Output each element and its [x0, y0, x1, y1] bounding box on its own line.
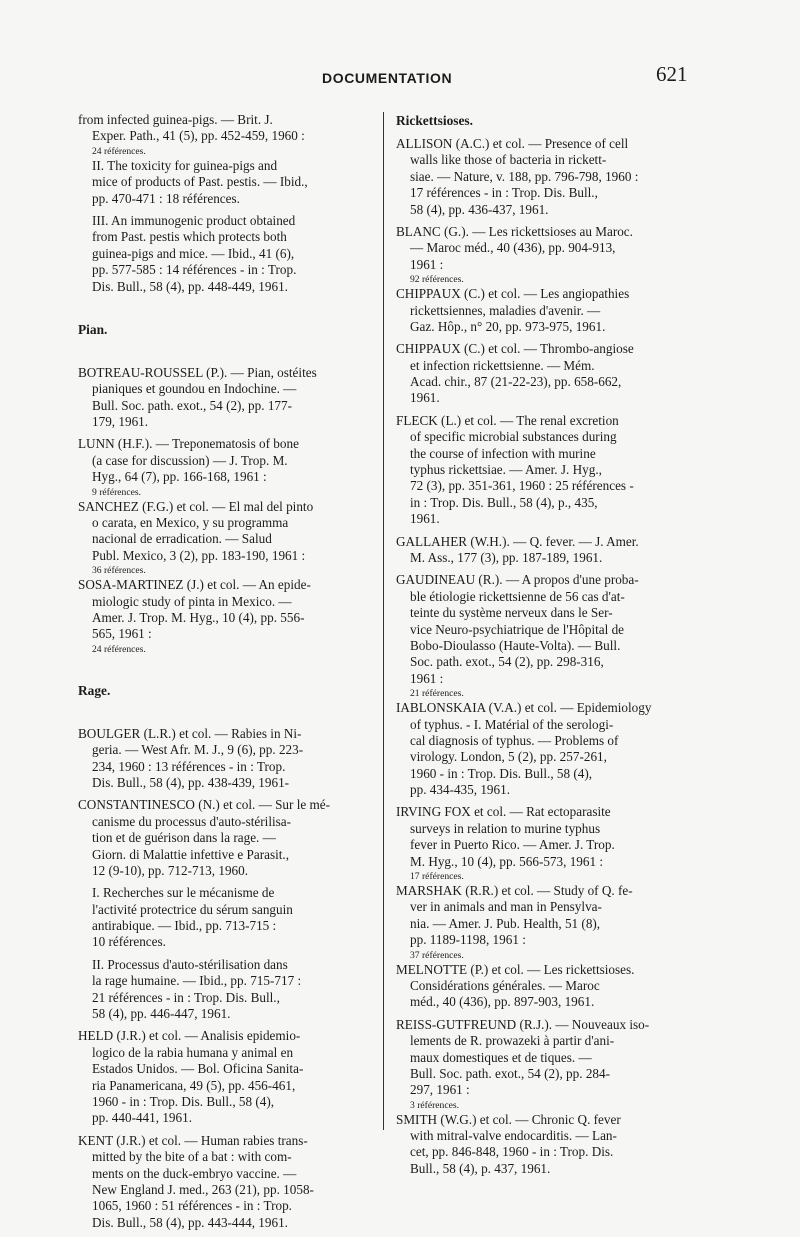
text-line: the course of infection with murine: [410, 445, 596, 461]
text-line: pp. 434-435, 1961.: [410, 782, 511, 798]
text-line: pp. 1189-1198, 1961 :: [410, 932, 526, 948]
text-line: New England J. med., 263 (21), pp. 1058-: [92, 1181, 314, 1197]
reference-count: 92 références.: [410, 274, 464, 286]
text-line: II. The toxicity for guinea-pigs and: [92, 157, 278, 173]
text-line: Acad. chir., 87 (21-22-23), pp. 658-662,: [410, 374, 622, 390]
text-line: 72 (3), pp. 351-361, 1960 : 25 références -: [410, 478, 634, 494]
text-line: nia. — Amer. J. Pub. Health, 51 (8),: [410, 915, 601, 931]
text-line: BOULGER (L.R.) et col. — Rabies in Ni-: [78, 725, 302, 741]
text-line: rickettsiennes, maladies d'avenir. —: [410, 302, 601, 318]
text-line: 10 références.: [92, 934, 166, 950]
text-line: Dis. Bull., 58 (4), pp. 438-439, 1961-: [92, 774, 290, 790]
text-line: 58 (4), pp. 436-437, 1961.: [410, 201, 549, 217]
text-line: Bull. Soc. path. exot., 54 (2), pp. 177-: [92, 397, 292, 413]
text-line: M. Hyg., 10 (4), pp. 566-573, 1961 :: [410, 853, 604, 869]
text-line: l'activité protectrice du sérum sanguin: [92, 901, 293, 917]
text-line: CHIPPAUX (C.) et col. — Thrombo-angiose: [396, 341, 634, 357]
text-line: Gaz. Hôp., n° 20, pp. 973-975, 1961.: [410, 318, 606, 334]
text-line: 17 références - in : Trop. Dis. Bull.,: [410, 185, 598, 201]
text-line: IABLONSKAIA (V.A.) et col. — Epidemiology: [396, 700, 652, 716]
text-line: SMITH (W.G.) et col. — Chronic Q. fever: [396, 1111, 621, 1127]
text-line: Exper. Path., 41 (5), pp. 452-459, 1960 :: [92, 128, 305, 144]
text-line: (a case for discussion) — J. Trop. M.: [92, 452, 288, 468]
text-line: of typhus. - I. Matérial of the serologi-: [410, 716, 614, 732]
reference-count: 9 références.: [92, 486, 141, 498]
text-line: guinea-pigs and mice. — Ibid., 41 (6),: [92, 245, 295, 261]
text-line: II. Processus d'auto-stérilisation dans: [92, 956, 288, 972]
text-line: ALLISON (A.C.) et col. — Presence of cell: [396, 136, 629, 151]
page-number: 621: [656, 62, 688, 86]
reference-count: 3 références.: [410, 1099, 459, 1111]
text-line: pp. 470-471 : 18 références.: [92, 190, 240, 206]
text-line: from infected guinea-pigs. — Brit. J.: [78, 112, 273, 127]
reference-count: 24 références.: [92, 643, 146, 655]
text-line: cet, pp. 846-848, 1960 - in : Trop. Dis.: [410, 1144, 614, 1160]
text-line: maux domestiques et de tiques. —: [410, 1049, 592, 1065]
text-line: III. An immunogenic product obtained: [92, 212, 296, 228]
text-line: Estados Unidos. — Bol. Oficina Sanita-: [92, 1061, 304, 1077]
text-line: CHIPPAUX (C.) et col. — Les angiopathies: [396, 286, 630, 302]
text-line: Bull. Soc. path. exot., 54 (2), pp. 284-: [410, 1065, 610, 1081]
text-line: in : Trop. Dis. Bull., 58 (4), p., 435,: [410, 494, 598, 510]
text-line: REISS-GUTFREUND (R.J.). — Nouveaux iso-: [396, 1016, 650, 1032]
text-line: 21 références - in : Trop. Dis. Bull.,: [92, 989, 280, 1005]
text-line: 1961.: [410, 511, 440, 527]
text-line: MELNOTTE (P.) et col. — Les rickettsioses.: [396, 961, 635, 977]
text-line: typhus rickettsiae. — Amer. J. Hyg.,: [410, 462, 602, 478]
text-line: miologic study of pinta in Mexico. —: [92, 593, 292, 609]
reference-count: 24 références.: [92, 145, 146, 157]
text-line: 179, 1961.: [92, 414, 149, 430]
text-line: Giorn. di Malattie infettive e Parasit.,: [92, 846, 290, 862]
text-line: nacional de erradication. — Salud: [92, 531, 272, 547]
text-line: 234, 1960 : 13 références - in : Trop.: [92, 758, 286, 774]
text-line: KENT (J.R.) et col. — Human rabies trans-: [78, 1132, 308, 1148]
spacer: [78, 295, 374, 321]
text-line: 1961 :: [410, 670, 444, 686]
text-line: ble étiologie rickettsienne de 56 cas d'at-: [410, 588, 625, 604]
text-line: 1960 - in : Trop. Dis. Bull., 58 (4),: [410, 765, 593, 781]
text-line: tion et de guérison dans la rage. —: [92, 830, 276, 846]
text-line: mitted by the bite of a bat : with com-: [92, 1149, 292, 1165]
text-line: Hyg., 64 (7), pp. 166-168, 1961 :: [92, 469, 267, 485]
text-line: vice Neuro-psychiatrique de l'Hôpital de: [410, 621, 625, 637]
column-divider: [383, 112, 384, 1130]
text-line: M. Ass., 177 (3), pp. 187-189, 1961.: [410, 549, 603, 565]
text-line: Bull., 58 (4), p. 437, 1961.: [410, 1160, 551, 1176]
text-line: 297, 1961 :: [410, 1082, 470, 1098]
text-line: pp. 440-441, 1961.: [92, 1110, 193, 1126]
text-line: BOTREAU-ROUSSEL (P.). — Pian, ostéites: [78, 364, 317, 380]
section-heading: Pian.: [78, 321, 108, 337]
text-line: FLECK (L.) et col. — The renal excretion: [396, 412, 619, 428]
text-line: BLANC (G.). — Les rickettsioses au Maroc.: [396, 223, 633, 239]
text-line: 1961 :: [410, 256, 444, 272]
text-line: 12 (9-10), pp. 712-713, 1960.: [92, 862, 249, 878]
text-line: MARSHAK (R.R.) et col. — Study of Q. fe-: [396, 883, 633, 899]
spacer: [78, 700, 374, 726]
running-header: DOCUMENTATION: [322, 70, 453, 86]
text-line: — Maroc méd., 40 (436), pp. 904-913,: [410, 240, 616, 256]
text-line: Dis. Bull., 58 (4), pp. 448-449, 1961.: [92, 278, 288, 294]
text-line: canisme du processus d'auto-stérilisa-: [92, 813, 292, 829]
text-line: ver in animals and man in Pensylva-: [410, 899, 602, 915]
reference-count: 21 références.: [410, 688, 464, 700]
text-line: 58 (4), pp. 446-447, 1961.: [92, 1006, 231, 1022]
left-column: [78, 112, 374, 1231]
text-line: mice of products of Past. pestis. — Ibid.,: [92, 174, 308, 190]
text-line: with mitral-valve endocarditis. — Lan-: [410, 1128, 617, 1144]
text-line: SANCHEZ (F.G.) et col. — El mal del pinto: [78, 498, 314, 514]
text-line: Soc. path. exot., 54 (2), pp. 298-316,: [410, 654, 604, 670]
text-line: siae. — Nature, v. 188, pp. 796-798, 1960 :: [410, 168, 639, 184]
text-line: pp. 577-585 : 14 références - in : Trop.: [92, 262, 297, 278]
text-line: ments on the duck-embryo vaccine. —: [92, 1165, 297, 1181]
text-line: CONSTANTINESCO (N.) et col. — Sur le mé-: [78, 797, 331, 813]
text-line: 565, 1961 :: [92, 626, 152, 642]
text-line: méd., 40 (436), pp. 897-903, 1961.: [410, 994, 595, 1010]
text-line: la rage humaine. — Ibid., pp. 715-717 :: [92, 973, 302, 989]
text-line: o carata, en Mexico, y su programma: [92, 515, 289, 531]
text-line: 1065, 1960 : 51 références - in : Trop.: [92, 1198, 292, 1214]
reference-count: 37 références.: [410, 949, 464, 961]
text-line: Amer. J. Trop. M. Hyg., 10 (4), pp. 556-: [92, 609, 305, 625]
text-line: LUNN (H.F.). — Treponematosis of bone: [78, 436, 299, 452]
spacer: [78, 339, 374, 365]
text-line: Bobo-Dioulasso (Haute-Volta). — Bull.: [410, 637, 621, 653]
spacer: [78, 656, 374, 682]
text-line: I. Recherches sur le mécanisme de: [92, 885, 275, 901]
section-heading: Rickettsioses.: [396, 113, 473, 128]
text-line: SOSA-MARTINEZ (J.) et col. — An epide-: [78, 577, 311, 593]
text-line: of specific microbial substances during: [410, 429, 617, 445]
text-line: logico de la rabia humana y animal en: [92, 1044, 294, 1060]
text-line: ria Panamericana, 49 (5), pp. 456-461,: [92, 1077, 296, 1093]
text-line: GALLAHER (W.H.). — Q. fever. — J. Amer.: [396, 533, 639, 549]
text-line: from Past. pestis which protects both: [92, 229, 287, 245]
text-line: cal diagnosis of typhus. — Problems of: [410, 732, 619, 748]
text-line: antirabique. — Ibid., pp. 713-715 :: [92, 918, 277, 934]
text-line: GAUDINEAU (R.). — A propos d'une proba-: [396, 572, 639, 588]
section-heading: Rage.: [78, 682, 111, 698]
text-line: Considérations générales. — Maroc: [410, 977, 600, 993]
reference-count: 17 références.: [410, 871, 464, 883]
reference-count: 36 références.: [92, 565, 146, 577]
text-line: 1960 - in : Trop. Dis. Bull., 58 (4),: [92, 1093, 275, 1109]
text-line: lements de R. prowazeki à partir d'ani-: [410, 1033, 615, 1049]
right-column: [396, 112, 694, 1177]
text-line: geria. — West Afr. M. J., 9 (6), pp. 223-: [92, 742, 304, 758]
text-line: teinte du système nerveux dans le Ser-: [410, 605, 613, 621]
text-line: Dis. Bull., 58 (4), pp. 443-444, 1961.: [92, 1214, 288, 1230]
text-line: surveys in relation to murine typhus: [410, 820, 601, 836]
text-line: HELD (J.R.) et col. — Analisis epidemio-: [78, 1028, 301, 1044]
text-line: pianiques et goundou en Indochine. —: [92, 381, 297, 397]
text-line: et infection rickettsienne. — Mém.: [410, 357, 595, 373]
text-line: IRVING FOX et col. — Rat ectoparasite: [396, 804, 611, 820]
text-line: virology. London, 5 (2), pp. 257-261,: [410, 749, 607, 765]
text-line: fever in Puerto Rico. — Amer. J. Trop.: [410, 837, 615, 853]
text-line: 1961.: [410, 390, 440, 406]
text-line: Publ. Mexico, 3 (2), pp. 183-190, 1961 :: [92, 547, 306, 563]
text-line: walls like those of bacteria in rickett-: [410, 152, 607, 168]
